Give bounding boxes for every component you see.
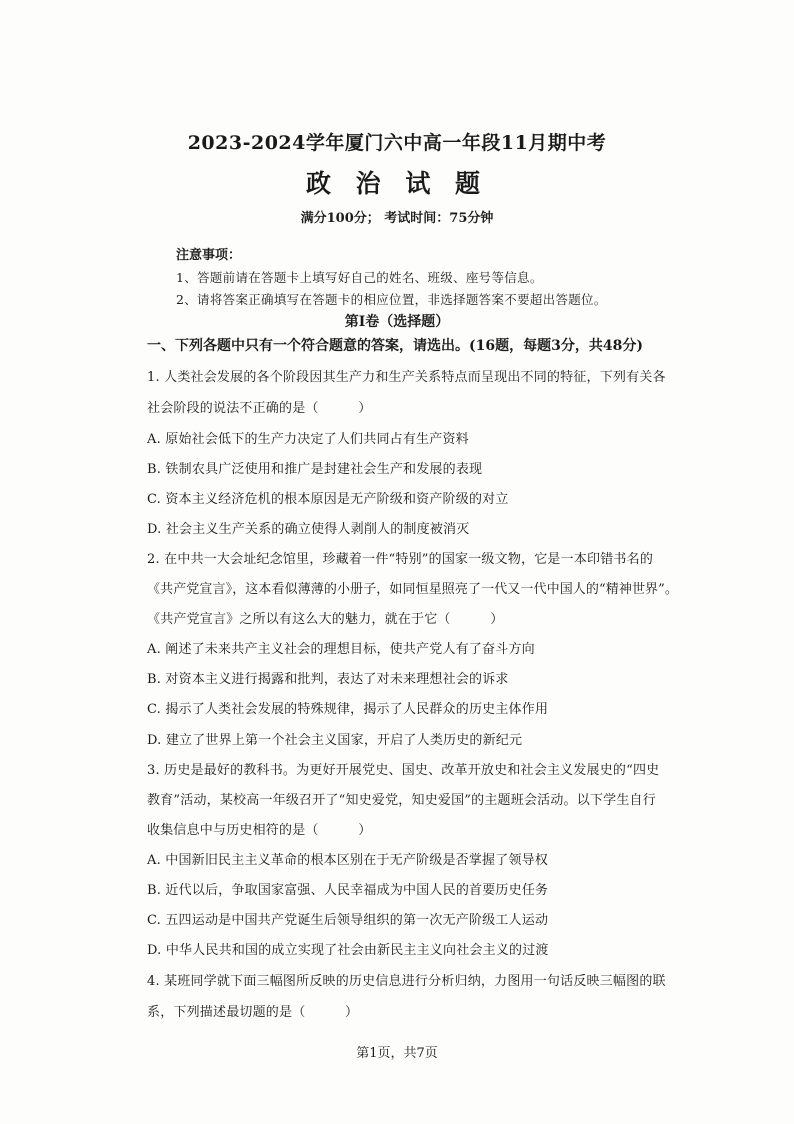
q1-stem-line-1: 1. 人类社会发展的各个阶段因其生产力和生产关系特点而呈现出不同的特征，下列有关各 xyxy=(147,370,666,385)
q3-stem-line-1: 3. 历史是最好的教科书。为更好开展党史、国史、改革开放史和社会主义发展史的“四史 xyxy=(147,763,660,778)
q2-option-b: B. 对资本主义进行揭露和批判，表达了对未来理想社会的诉求 xyxy=(147,672,509,687)
part-heading: 第Ⅰ卷（选择题） xyxy=(344,314,450,330)
q3-option-a: A. 中国新旧民主主义革命的根本区别在于无产阶级是否掌握了领导权 xyxy=(147,853,549,868)
q1-stem-line-2: 社会阶段的说法不正确的是（ ） xyxy=(147,401,372,416)
q4-stem-line-2: 系，下列描述最切题的是（ ） xyxy=(147,1005,359,1020)
q4-stem-line-1: 4. 某班同学就下面三幅图所反映的历史信息进行分析归纳，力图用一句话反映三幅图的联 xyxy=(147,974,666,989)
q2-stem-line-2: 《共产党宣言》，这本看似薄薄的小册子，如同恒星照亮了一代又一代中国人的“精神世界”。 xyxy=(147,582,678,597)
exam-subject: 政 治 试 题 xyxy=(305,169,489,198)
page-footer: 第1页，共7页 xyxy=(356,1046,438,1061)
q3-stem-line-3: 收集信息中与历史相符的是（ ） xyxy=(147,823,372,838)
notice-item-2: 2、请将答案正确填写在答题卡的相应位置，非选择题答案不要超出答题位。 xyxy=(176,292,607,307)
q3-option-c: C. 五四运动是中国共产党诞生后领导组织的第一次无产阶级工人运动 xyxy=(147,913,549,928)
notice-item-1: 1、答题前请在答题卡上填写好自己的姓名、班级、座号等信息。 xyxy=(176,270,543,285)
q1-option-a: A. 原始社会低下的生产力决定了人们共同占有生产资料 xyxy=(147,432,469,447)
q2-option-a: A. 阐述了未来共产主义社会的理想目标，使共产党人有了奋斗方向 xyxy=(147,642,535,657)
q3-stem-line-2: 教育”活动，某校高一年级召开了“知史爱党，知史爱国”的主题班会活动。以下学生自行 xyxy=(147,793,656,808)
notice-heading: 注意事项： xyxy=(176,248,242,263)
q1-option-b: B. 铁制农具广泛使用和推广是封建社会生产和发展的表现 xyxy=(147,462,483,477)
q3-option-d: D. 中华人民共和国的成立实现了社会由新民主主义向社会主义的过渡 xyxy=(147,943,549,958)
q2-stem-line-3: 《共产党宣言》之所以有这么大的魅力，就在于它（ ） xyxy=(147,612,504,627)
q2-option-d: D. 建立了世界上第一个社会主义国家，开启了人类历史的新纪元 xyxy=(147,733,523,748)
section-heading: 一、下列各题中只有一个符合题意的答案，请选出。(16题，每题3分，共48分) xyxy=(147,338,643,354)
q2-option-c: C. 揭示了人类社会发展的特殊规律，揭示了人民群众的历史主体作用 xyxy=(147,702,549,717)
q1-option-d: D. 社会主义生产关系的确立使得人剥削人的制度被消灭 xyxy=(147,522,470,537)
exam-meta: 满分100分； 考试时间：75分钟 xyxy=(300,211,494,226)
q2-stem-line-1: 2. 在中共一大会址纪念馆里，珍藏着一件“特别”的国家一级文物，它是一本印错书名的 xyxy=(147,552,654,567)
exam-title: 2023-2024学年厦门六中高一年段11月期中考 xyxy=(187,132,607,154)
q3-option-b: B. 近代以后，争取国家富强、人民幸福成为中国人民的首要历史任务 xyxy=(147,883,549,898)
q1-option-c: C. 资本主义经济危机的根本原因是无产阶级和资产阶级的对立 xyxy=(147,492,509,507)
